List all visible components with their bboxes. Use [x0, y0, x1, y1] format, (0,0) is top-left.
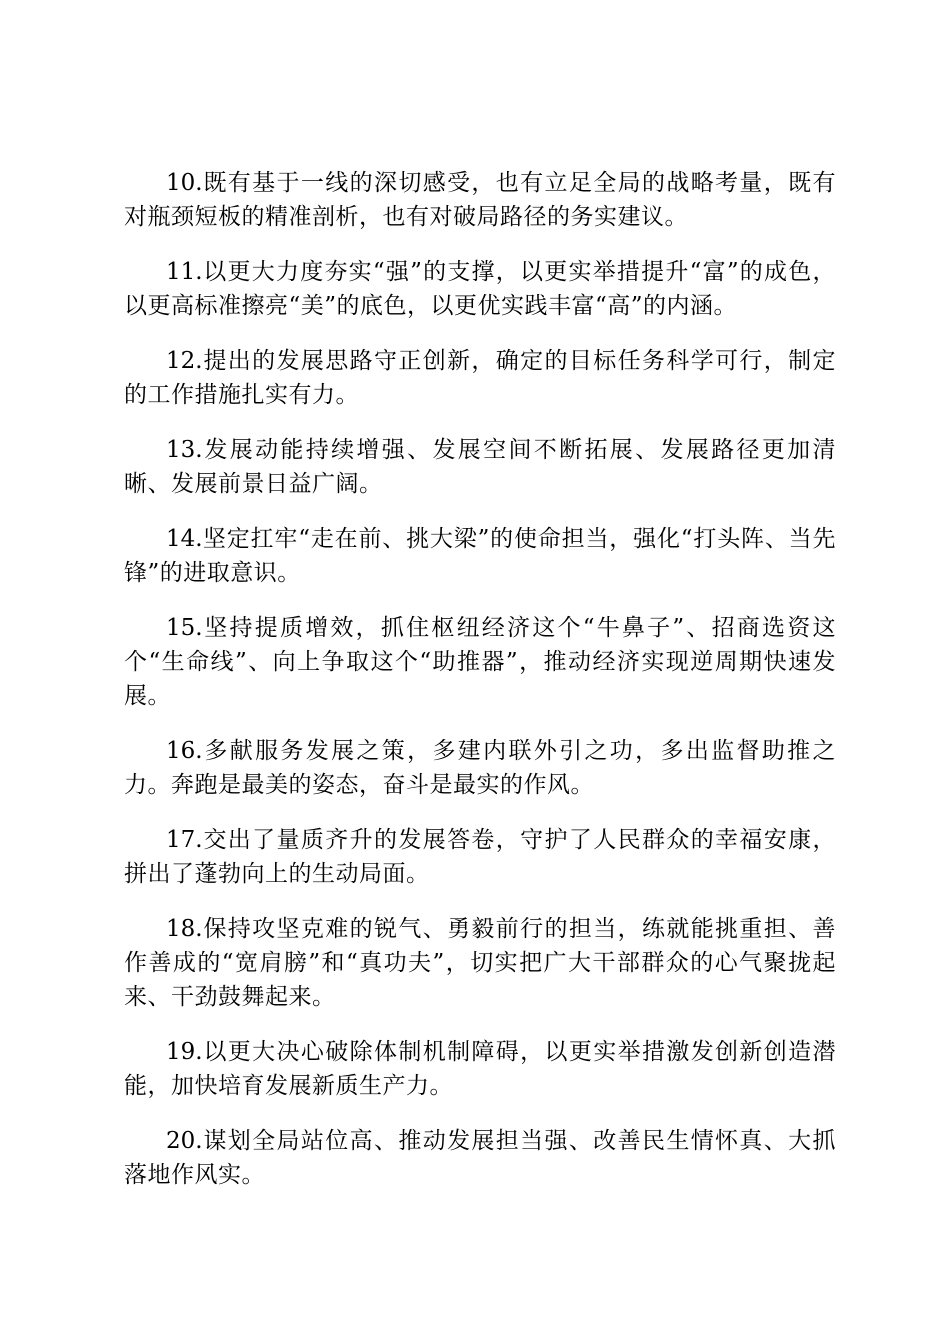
list-item — [124, 734, 836, 802]
list-item — [124, 344, 836, 412]
item-number: 19. — [166, 1039, 203, 1065]
document-body — [124, 166, 836, 1213]
item-number: 12. — [166, 348, 203, 374]
list-item — [124, 1035, 836, 1103]
list-item — [124, 255, 836, 323]
item-text: 既有基于一线的深切感受，也有立足全局的战略考量，既有对瓶颈短板的精准剖析，也有对破局路径的务实建议。 — [124, 170, 836, 230]
item-number: 11. — [166, 259, 203, 285]
item-text: 多献服务发展之策，多建内联外引之功，多出监督助推之力。奔跑是最美的姿态，奋斗是最实的作风。 — [124, 738, 836, 798]
list-item — [124, 522, 836, 590]
item-text: 以更大决心破除体制机制障碍，以更实举措激发创新创造潜能，加快培育发展新质生产力。 — [124, 1039, 836, 1099]
item-text: 保持攻坚克难的锐气、勇毅前行的担当，练就能挑重担、善作善成的“宽肩膀”和“真功夫”，切实把广大干部群众的心气聚拢起来、干劲鼓舞起来。 — [124, 916, 836, 1010]
item-text: 交出了量质齐升的发展答卷，守护了人民群众的幸福安康，拼出了蓬勃向上的生动局面。 — [124, 827, 836, 887]
item-text: 以更大力度夯实“强”的支撑，以更实举措提升“富”的成色，以更高标准擦亮“美”的底色，以更优实践丰富“高”的内涵。 — [124, 259, 836, 319]
list-item — [124, 823, 836, 891]
item-number: 17. — [166, 827, 203, 853]
item-text: 谋划全局站位高、推动发展担当强、改善民生情怀真、大抓落地作风实。 — [124, 1128, 836, 1188]
item-text: 发展动能持续增强、发展空间不断拓展、发展路径更加清晰、发展前景日益广阔。 — [124, 437, 836, 497]
item-number: 15. — [166, 615, 203, 641]
item-text: 坚定扛牢“走在前、挑大梁”的使命担当，强化“打头阵、当先锋”的进取意识。 — [124, 526, 836, 586]
item-number: 16. — [166, 738, 203, 764]
list-item — [124, 912, 836, 1014]
list-item — [124, 433, 836, 501]
item-number: 20. — [166, 1128, 203, 1154]
item-number: 18. — [166, 916, 203, 942]
item-text: 提出的发展思路守正创新，确定的目标任务科学可行，制定的工作措施扎实有力。 — [124, 348, 836, 408]
list-item — [124, 611, 836, 713]
list-item — [124, 166, 836, 234]
item-number: 13. — [166, 437, 203, 463]
item-number: 10. — [166, 170, 203, 196]
item-text: 坚持提质增效，抓住枢纽经济这个“牛鼻子”、招商选资这个“生命线”、向上争取这个“助推器”，推动经济实现逆周期快速发展。 — [124, 615, 836, 709]
list-item — [124, 1124, 836, 1192]
item-number: 14. — [166, 526, 203, 552]
